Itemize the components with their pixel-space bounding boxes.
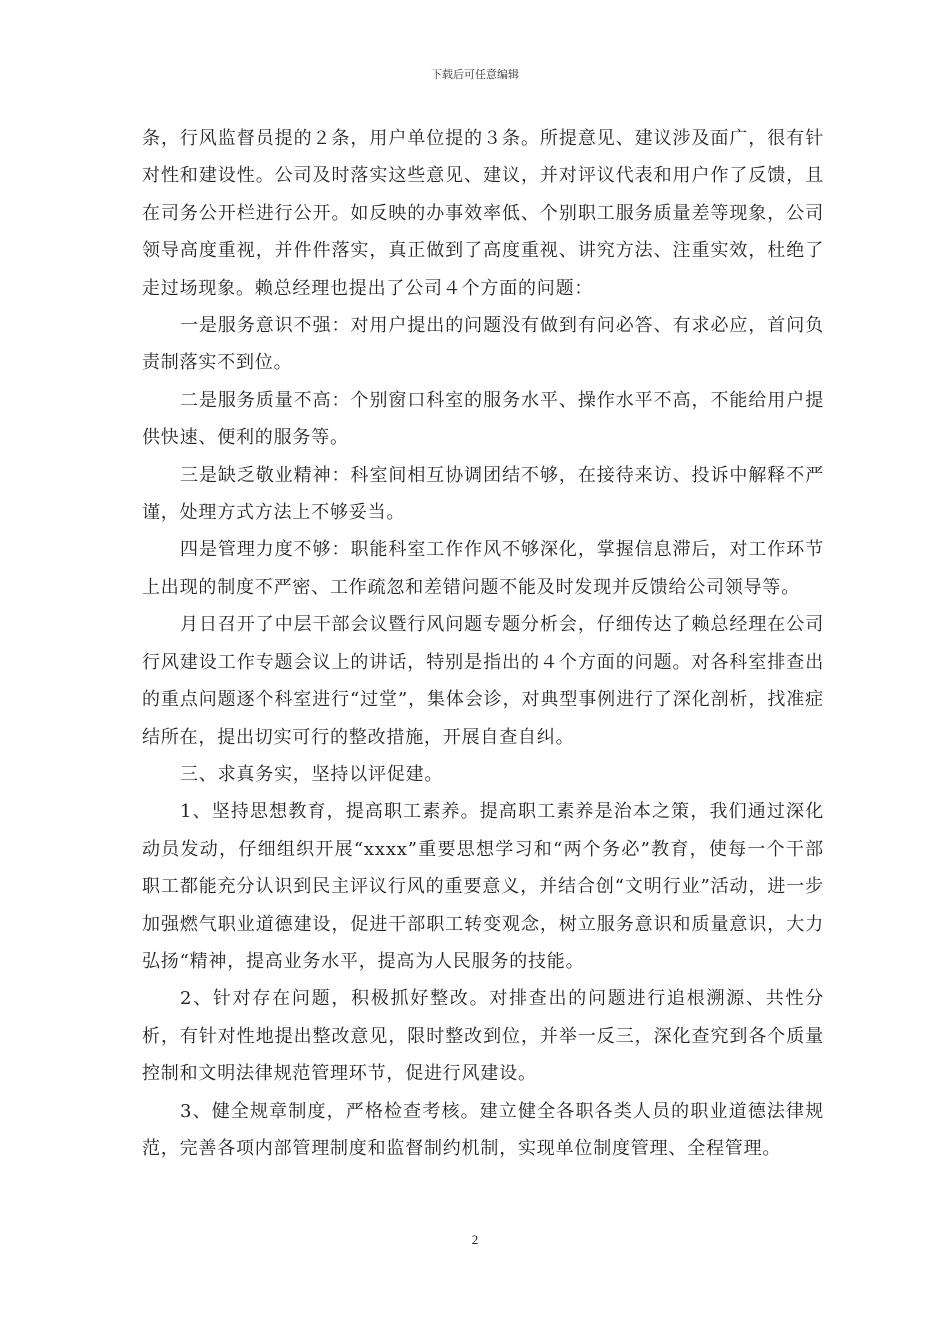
paragraph-item-one: 1、坚持思想教育，提高职工素养。提高职工素养是治本之策，我们通过深化动员发动，仔细组织开展“xxxx”重要思想学习和“两个务必”教育，使每一个干部职工都能充分认识到民主评议行风的重要意义，并结合创“文明行业”活动，进一步加强燃气职业道德建设，促进干部职工转变观念，树立服务意识和质量意识，大力弘扬“精神，提高业务水平，提高为人民服务的技能。 (142, 801, 824, 972)
section-heading-three: 三、求真务实，坚持以评促建。 (180, 763, 444, 785)
paragraph-continuation: 条，行风监督员提的２条，用户单位提的３条。所提意见、建议涉及面广，很有针对性和建设性。公司及时落实这些意见、建议，并对评议代表和用户作了反馈，且在司务公开栏进行公开。如反映的办事效率低、个别职工服务质量差等现象，公司领导高度重视，并件件落实，真正做到了高度重视、讲究方法、注重实效，杜绝了走过场现象。赖总经理也提出了公司４个方面的问题： (142, 128, 824, 299)
paragraph-item-three: 3、健全规章制度，严格检查考核。建立健全各职各类人员的职业道德法律规范，完善各项内部管理制度和监督制约机制，实现单位制度管理、全程管理。 (142, 1100, 824, 1159)
paragraph-issue-one: 一是服务意识不强：对用户提出的问题没有做到有问必答、有求必应，首问负责制落实不到位。 (142, 315, 824, 374)
paragraph-issue-three: 三是缺乏敬业精神：科室间相互协调团结不够，在接待来访、投诉中解释不严谨，处理方式方法上不够妥当。 (142, 464, 824, 524)
paragraph-issue-two: 二是服务质量不高：个别窗口科室的服务水平、操作水平不高，不能给用户提供快速、便利的服务等。 (142, 389, 824, 449)
page-header: 下载后可任意编辑 (431, 68, 519, 81)
paragraph-meeting: 月日召开了中层干部会议暨行风问题专题分析会，仔细传达了赖总经理在公司行风建设工作专题会议上的讲话，特别是指出的４个方面的问题。对各科室排查出的重点问题逐个科室进行“过堂”，集体会诊，对典型事例进行了深化剖析，找准症结所在，提出切实可行的整改措施，开展自查自纠。 (142, 614, 824, 748)
page-number: 2 (471, 1232, 479, 1247)
paragraph-item-two: 2、针对存在问题，积极抓好整改。对排查出的问题进行追根溯源、共性分析，有针对性地提出整改意见，限时整改到位，并举一反三，深化查究到各个质量控制和文明法律规范管理环节，促进行风建设。 (142, 988, 824, 1085)
document-body (142, 120, 824, 1167)
paragraph-issue-four: 四是管理力度不够：职能科室工作作风不够深化，掌握信息滞后，对工作环节上出现的制度不严密、工作疏忽和差错问题不能及时发现并反馈给公司领导等。 (142, 539, 824, 598)
